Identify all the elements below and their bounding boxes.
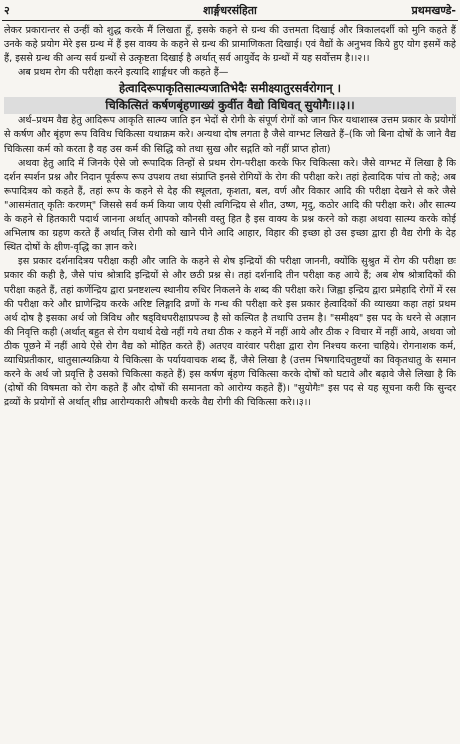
page-number: २: [4, 4, 10, 17]
commentary-paragraph: अर्थ–प्रथम वैद्य हेतु आदिरूप आकृति सात्म्य जाति इन भेदों से रोगी के संपूर्ण रोगों को जान फिर यथाशास्त्र उत्तम प्रकार के प्रयोगों से कर्षण और बृंहण रूप विविध चिकित्सा यथाक्रम करे। अन्यथा दोष लगता है जैसे वाग्भट लिखते हैं–(कि जो बिना दोषों के जाने वैद्य चिकित्सा कर्म को करता है वह उस कर्म की सिद्धि को तथा सुख और सद्गति को नहीं प्राप्त होता): [4, 115, 456, 155]
verse-line-1: हेत्वादिरूपाकृतिसात्म्यजातिभेदैः समीक्ष्यातुरसर्वरोगान् ।: [118, 81, 342, 96]
commentary-paragraph: अथवा हेतु आदि में जिनके ऐसे जो रूपादिक तिन्हों से प्रथम रोग-परीक्षा करके फिर चिकित्सा करे। जैसे वाग्भट में लिखा है कि दर्शन स्पर्शन प्रश्न और निदान पूर्वरूप रूप उपशय तथा संप्राप्ति इनसे रोगियों के रोग की परीक्षा करे। तहां हेत्वादिक पांच तो कहे; अब रूपादित्रय को कहते हैं, तहां रूप के कहने से देह की स्थूलता, कृशता, बल, वर्ण और विकार आदि की परीक्षा देखने से करे जैसे "आसमंतात् कृतिः करणम्" जिससे सर्व कर्म किया जाय ऐसी त्वगिन्द्रिय से शीत, उष्ण, मृदु, कठोर आदि की परीक्षा करे। और सात्म्य के कहने से हितकारी पदार्थ जानना अर्थात् आपको कौनसी वस्तु हित है इस वाक्य के प्रश्न करने को कहा अथवा सात्म्य करके कोई अभिलाष का ग्रहण करते हैं अर्थात् जिस रोगी को खाने पीने आदि आहार, विहार की इच्छा हो उस इच्छा द्वारा ही वैद्य रोगी के देह स्थित दोषों के क्षीण-वृद्धि का ज्ञान करे।: [4, 157, 456, 254]
section-label: प्रथमखण्डे-: [411, 4, 456, 17]
header-rule: [2, 20, 458, 21]
commentary-paragraph: इस प्रकार दर्शनादित्रय परीक्षा कही और जाति के कहने से शेष इन्द्रियों की परीक्षा जाननी, क्योंकि सुश्रुत में रोग की परीक्षा छः प्रकार की कही है, जैसे पांच श्रोत्रादि इन्द्रियों से और छठी प्रश्न से। तहां दर्शनादि तीन परीक्षा कह आये हैं; अब शेष श्रोत्रादिकों की परीक्षा कहते हैं, तहां कर्णेन्द्रिय द्वारा प्रनष्टशल्य स्थानीय रुधिर निकलने के शब्द की परीक्षा करे। जिह्वा इन्द्रिय द्वारा प्रमेहादि रोगों में रस की परीक्षा करे और घ्राणेन्द्रिय करके अरिष्ट लिङ्गादि व्रणों के गन्ध की परीक्षा करे इस प्रकार हेत्वादिकों की व्याख्या कहा तहां प्रथम अर्थ दोष है इसका अर्थ जो त्रिविध और षड्विधपरीक्षाप्रपञ्च है सो कल्पित है तथापि उत्तम है। "समीक्ष्य" इस पद के धरने से अज्ञान की निवृत्ति कही (अर्थात् बहुत से रोग यथार्थ देखे नहीं गये तथा ठीक २ कहने में नहीं आये और ठीक २ विचार में नहीं आये, अथवा जो ठीक पूछने में नहीं आये ऐसे रोग वैद्य को मोहित करते हैं) अतएव वारंवार परीक्षा द्वारा रोग निश्चय करना चाहिये। रोगनाशक कर्म, व्याधिप्रतीकार, धातुसात्म्यक्रिया ये चिकित्सा के पर्यायवाचक शब्द हैं, जैसे लिखा है (उत्तम भिषगादिचतुष्टयों का विकृतधातु के समान करने के अर्थ जो प्रवृत्ति है उसको चिकित्सा कहते हैं) इस कर्षण बृंहण चिकित्सा करके दोषों को घटावे और बढ़ावे जैसे लिखा है कि (दोषों की विषमता को रोग कहते हैं और दोषों की समानता को आरोग्य कहते हैं)। "सुयोगैः" इस पद से यह सूचना करी कि सुन्दर द्रव्यों के प्रयोगों से अर्थात् शीघ्र आरोग्यकारी औषधी करके वैद्य रोगी की चिकित्सा करे।।३।।: [4, 256, 456, 409]
verse-line-2: चिकित्सितं कर्षणबृंहणाख्यं कुर्वीत वैद्यो विधिवत् सुयोगैः।।३।।: [4, 97, 456, 114]
page-header: [0, 0, 460, 20]
page-body: [4, 24, 456, 740]
verse-intro: अब प्रथम रोग की परीक्षा करने इत्यादि शार्ङ्गधर जी कहते हैं—: [18, 67, 229, 79]
intro-paragraph: लेकर प्रकारान्तर से उन्हीं को शुद्ध करके मैं लिखता हूँ, इसके कहने से ग्रन्थ की उत्तमता दिखाई और त्रिकालदर्शी को मुनि कहते हैं उनके कहे प्रयोग मेरे इस ग्रन्थ में हैं इस वाक्य के कहने से ग्रन्थ की प्रामाणिकता दिखाई। एवं वैद्यों के अनुभव किये हुए योग इसमें कहे हैं, इससे ग्रन्थ की अन्य सर्व ग्रन्थों से उत्कृष्टता दिखाई है अर्थात् सर्व आयुर्वेद के ग्रन्थों में यह सर्वोत्तम है।।२।।: [4, 25, 456, 65]
book-title: शार्ङ्गधरसंहिता: [203, 4, 257, 17]
